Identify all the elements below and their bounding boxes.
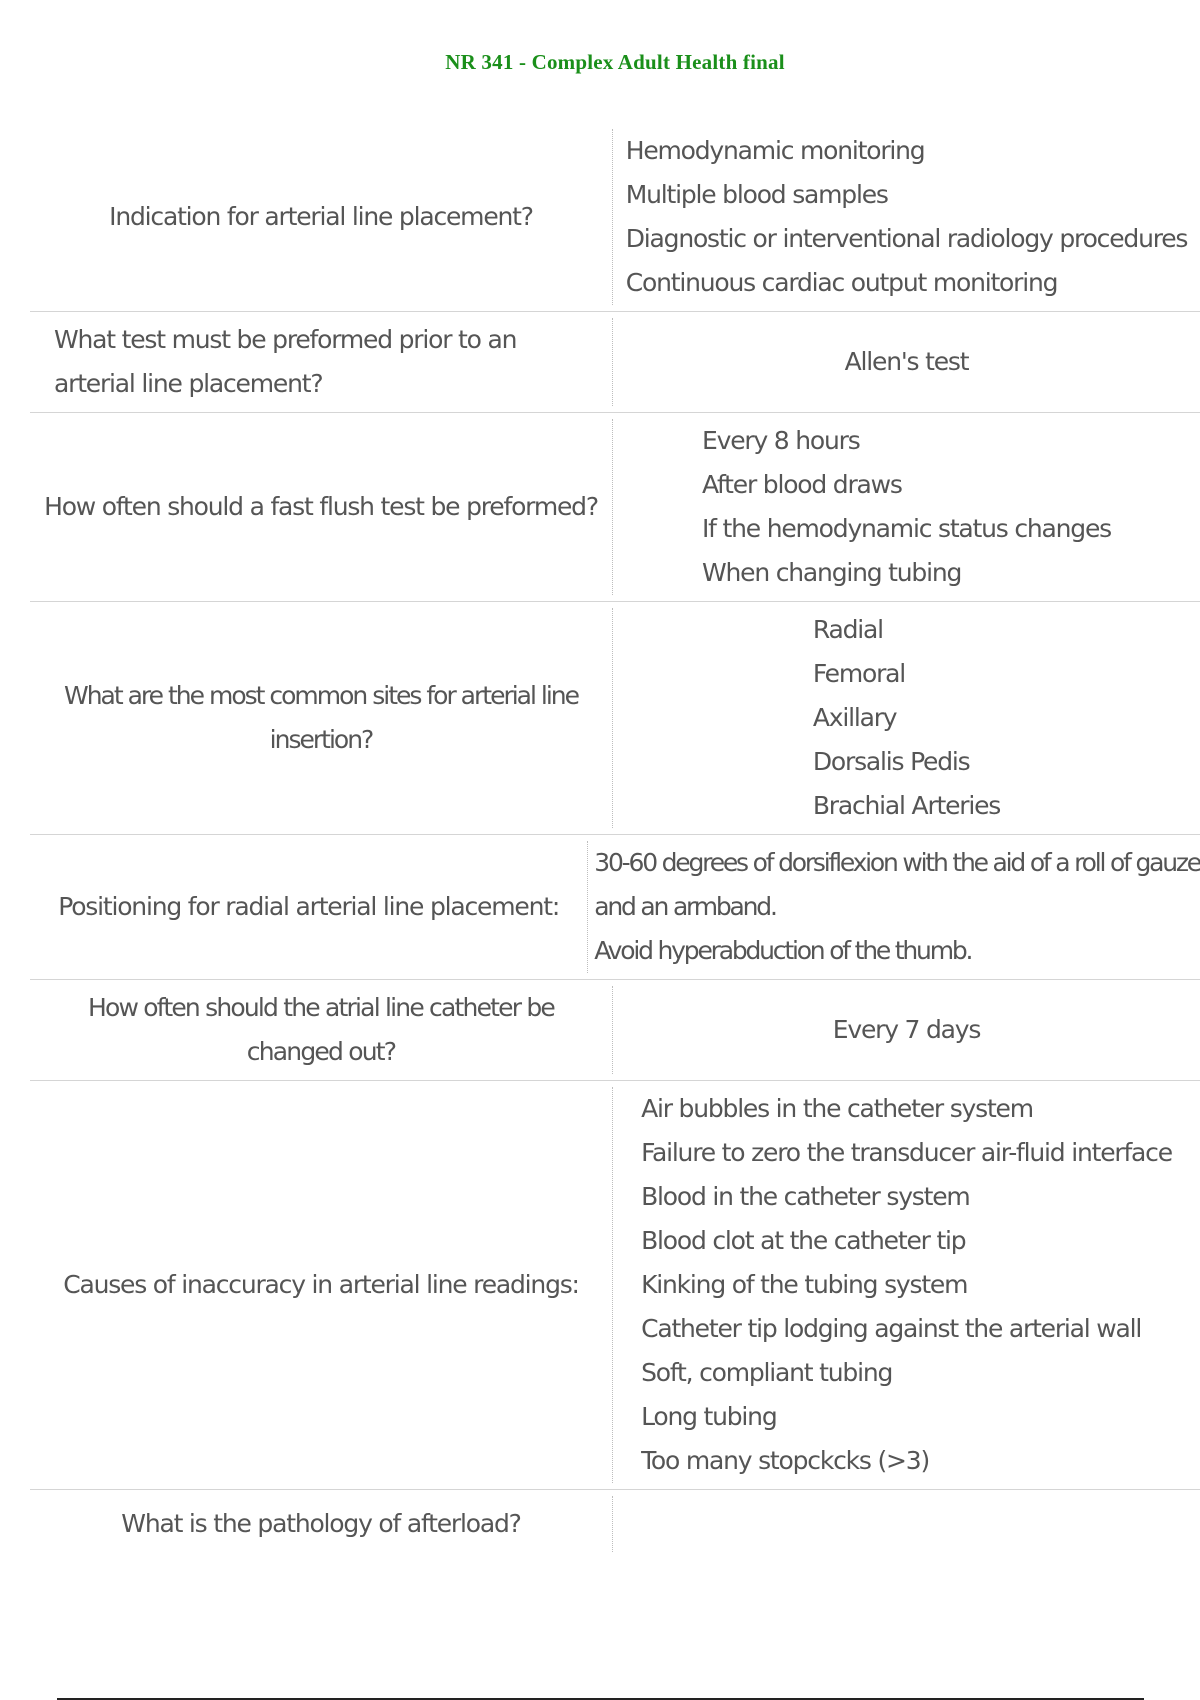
definition-line: Femoral — [812, 659, 906, 688]
definition-line: Every 8 hours — [702, 426, 860, 455]
flashcard-table — [30, 123, 1200, 1558]
card-term — [30, 986, 613, 1074]
card-definition — [613, 986, 1200, 1074]
document-title: NR 341 - Complex Adult Health final — [445, 50, 785, 74]
definition-line: Radial — [812, 615, 883, 644]
definition-line: Air bubbles in the catheter system — [641, 1094, 1033, 1123]
definition-line: Continuous cardiac output monitoring — [625, 268, 1058, 297]
definition-line: Avoid hyperabduction of the thumb. — [594, 936, 972, 965]
definition-line: Too many stopckcks (>3) — [641, 1446, 930, 1475]
card-definition — [613, 129, 1200, 305]
card-term-text: How often should the atrial line catheter be changed out? — [87, 993, 555, 1066]
card-definition — [613, 419, 1200, 595]
card-term — [30, 608, 613, 828]
definition-line: Kinking of the tubing system — [641, 1270, 968, 1299]
card-row — [30, 413, 1200, 602]
card-term-text: Indication for arterial line placement? — [109, 202, 533, 231]
card-term — [30, 129, 613, 305]
definition-line: Multiple blood samples — [625, 180, 888, 209]
card-row — [30, 312, 1200, 413]
card-term-text: What are the most common sites for arterial line insertion? — [63, 681, 579, 754]
definition-list — [641, 1087, 1172, 1483]
card-term — [30, 419, 613, 595]
definition-list — [702, 419, 1111, 595]
card-term-text: What test must be preformed prior to an arterial line placement? — [54, 325, 517, 398]
definition-line: Blood in the catheter system — [641, 1182, 970, 1211]
card-term — [30, 1496, 613, 1552]
card-definition — [588, 841, 1200, 973]
card-definition — [613, 1496, 1200, 1552]
card-term-text: Causes of inaccuracy in arterial line readings: — [63, 1270, 579, 1299]
definition-list — [594, 841, 1200, 973]
definition-line: When changing tubing — [702, 558, 962, 587]
card-row — [30, 602, 1200, 835]
definition-line: Blood clot at the catheter tip — [641, 1226, 966, 1255]
definition-line: Diagnostic or interventional radiology procedures — [625, 224, 1188, 253]
card-row — [30, 835, 1200, 980]
definition-line: Long tubing — [641, 1402, 777, 1431]
definition-line: Dorsalis Pedis — [812, 747, 970, 776]
definition-line: Hemodynamic monitoring — [625, 136, 925, 165]
definition-list — [626, 129, 1188, 305]
card-term — [30, 841, 588, 973]
card-definition — [613, 608, 1200, 828]
card-term-text: How often should a fast flush test be preformed? — [44, 492, 598, 521]
definition-line: 30-60 degrees of dorsiflexion with the aid of a roll of gauze — [594, 848, 1200, 877]
definition-line: After blood draws — [702, 470, 902, 499]
definition-line: Axillary — [812, 703, 897, 732]
card-row — [30, 1081, 1200, 1490]
card-row — [30, 980, 1200, 1081]
definition-line: If the hemodynamic status changes — [702, 514, 1111, 543]
definition-list — [813, 608, 1000, 828]
card-term — [30, 1087, 613, 1483]
card-definition — [613, 1087, 1200, 1483]
card-term-text: Positioning for radial arterial line placement: — [58, 892, 560, 921]
definition-line: Brachial Arteries — [812, 791, 1001, 820]
definition-line: Allen's test — [844, 347, 969, 376]
definition-list — [845, 340, 969, 384]
definition-line: Every 7 days — [832, 1015, 981, 1044]
card-term-text: What is the pathology of afterload? — [121, 1509, 521, 1538]
card-definition — [613, 318, 1200, 406]
card-row — [30, 123, 1200, 312]
definition-line: Soft, compliant tubing — [641, 1358, 893, 1387]
card-row — [30, 1490, 1200, 1558]
definition-line: Failure to zero the transducer air-fluid interface — [641, 1138, 1172, 1167]
card-term — [30, 318, 613, 406]
definition-line: Catheter tip lodging against the arterial wall — [641, 1314, 1142, 1343]
definition-list — [833, 1008, 980, 1052]
definition-line: and an armband. — [594, 892, 776, 921]
